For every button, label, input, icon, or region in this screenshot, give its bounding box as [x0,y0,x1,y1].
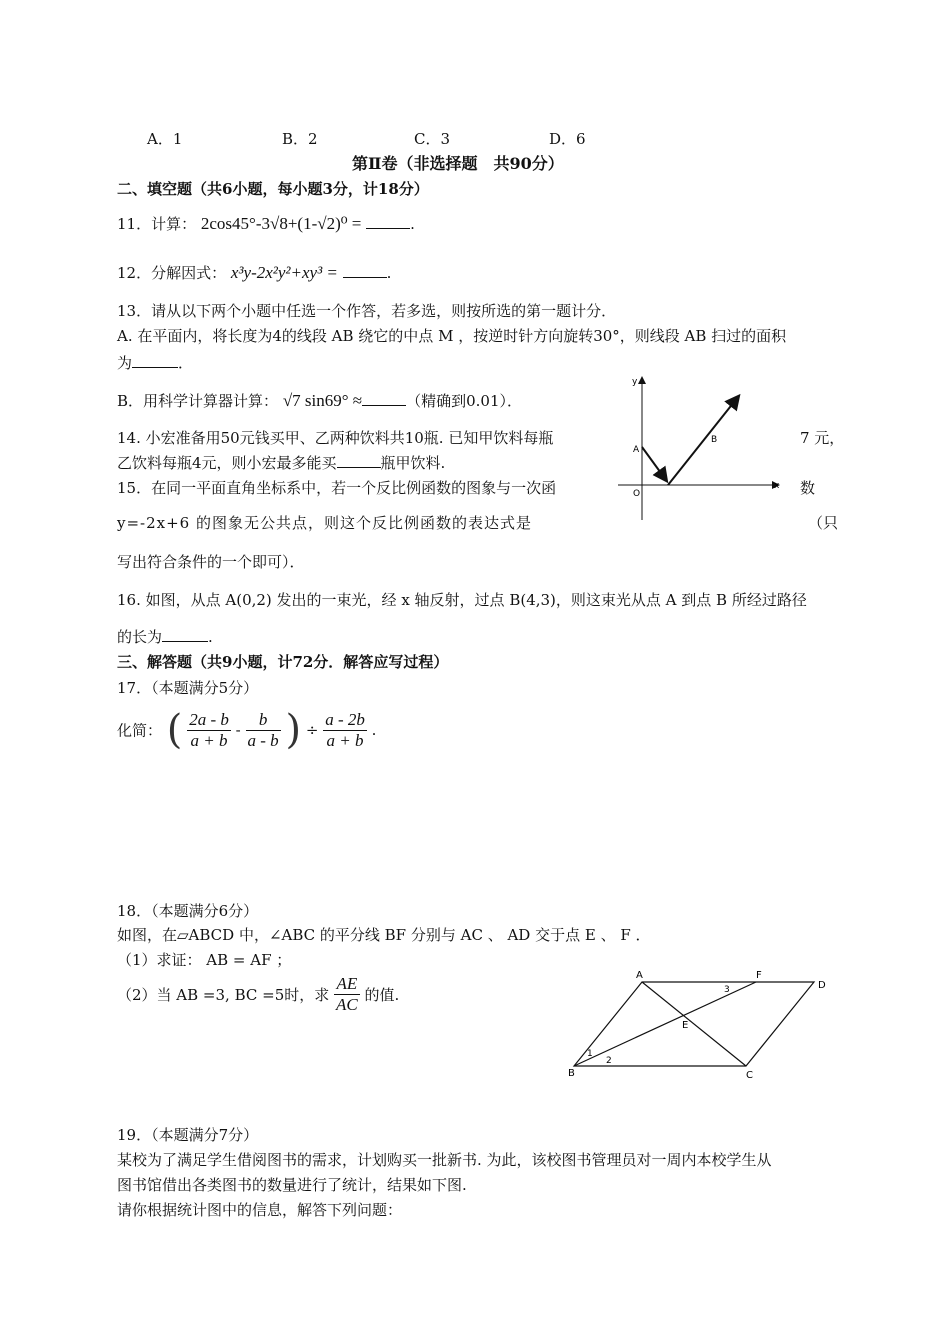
fraction-3-denominator: a + b [326,730,364,750]
fraction-numerator: AE [334,974,360,995]
question-11 [117,213,415,234]
q15-line1: 15．在同一平面直角坐标系中，若一个反比例函数的图象与一次函 [117,479,557,497]
fraction-1 [187,710,231,751]
left-paren: ( [166,707,183,753]
point-e-label: E [682,1020,689,1031]
q13-b-end: （精确到0.01）． [406,392,523,410]
vertex-d-label: D [818,980,826,991]
q12-answer-blank [343,277,387,278]
fraction-1-denominator: a + b [190,730,228,750]
q19-line3: 请你根据统计图中的信息，解答下列问题： [117,1201,403,1219]
q19-line2: 图书馆借出各类图书的数量进行了统计，结果如下图. [117,1176,467,1194]
y-axis-label: y [632,377,638,387]
fraction-1-numerator: 2a - b [189,709,229,729]
question-12 [117,262,391,283]
q13-intro: 13．请从以下两个小题中任选一个作答，若多选，则按所选的第一题计分． [117,302,617,320]
fraction-2 [246,710,281,751]
q18-part2-end: 的值. [364,986,400,1004]
q14-pre: 乙饮料每瓶4元，则小宏最多能买 [117,454,337,472]
fraction-3 [323,710,367,751]
fraction-denominator: AC [336,995,358,1014]
parallelogram-figure [560,962,840,1082]
q17-expression [117,707,376,753]
q19-title: 19．（本题满分7分） [117,1126,259,1144]
q17-prefix: 化简： [117,721,163,740]
q16-pre: 的长为 [117,628,163,646]
right-paren: ) [285,707,302,753]
q16-answer-blank [162,641,208,642]
q13-option-b [117,390,522,411]
q13-a-end: ． [178,354,194,372]
minus-sign: - [235,721,241,739]
q18-title: 18．（本题满分6分） [117,902,259,920]
q17-end: . [371,721,377,739]
section2-heading: 二、填空题（共6小题，每小题3分，计18分） [117,180,429,198]
fraction-3-numerator: a - 2b [325,709,365,729]
option-b: B．2 [282,130,318,148]
q16-line2 [117,626,213,647]
option-d: D．6 [549,130,586,148]
q11-end: . [410,215,415,233]
point-f-label: F [756,970,762,981]
fraction-2-numerator: b [246,710,281,731]
q11-answer-blank [366,228,410,229]
q18-part1: （1）求证： AB = AF ； [117,951,292,969]
reflection-graph [612,372,784,524]
q13-a-answer-blank [132,367,178,368]
q19-line1: 某校为了满足学生借阅图书的需求，计划购买一批新书. 为此，该校图书管理员对一周内本校学生从 [117,1151,772,1169]
q13-option-a: A. 在平面内，将长度为4的线段 AB 绕它的中点 M ，按逆时针方向旋转30°，则线段 AB 扫过的面积 [117,327,787,345]
option-c: C．3 [414,130,451,148]
q12-end: . [386,264,392,282]
q12-prefix: 12．分解因式： [117,264,227,282]
q18-statement: 如图，在▱ABCD 中，∠ABC 的平分线 BF 分别与 AC 、 AD 交于点 E 、 F ． [117,926,651,944]
incident-ray [642,447,666,480]
q11-expr: 2cos45°-3√8+(1-√2)⁰ = [200,214,362,233]
point-b-label: B [711,435,718,445]
q13-a-pre: 为 [117,354,133,372]
angle-2-label: 2 [606,1056,612,1066]
part2-title: 第Ⅱ卷（非选择题 共90分） [352,154,564,173]
q14-answer-blank [337,467,381,468]
vertex-a-label: A [636,970,643,981]
q14-line1-right: 7 元， [800,429,845,447]
vertex-c-label: C [746,1070,753,1081]
q12-expr: x³y-2x²y²+xy³ = [230,263,338,282]
q18-part2-pre: （2）当 AB =3, BC =5时，求 [117,986,330,1004]
point-a-label: A [633,445,640,455]
angle-3-label: 3 [724,985,730,995]
x-axis-label: x [774,481,780,491]
divide-sign: ÷ [305,721,319,739]
diagonal-ac [642,982,746,1066]
section3-heading: 三、解答题（共9小题，计72分．解答应写过程） [117,653,449,671]
q13-b-pre: B．用科学计算器计算： [117,392,279,410]
origin-label: O [633,489,641,499]
q14-line2 [117,452,445,473]
q15-line3: 写出符合条件的一个即可）． [117,553,305,571]
option-a: A．1 [147,130,183,148]
q15-line2: y=-2x+6 的图象无公共点，则这个反比例函数的表达式是 [117,514,532,532]
q11-prefix: 11．计算： [117,215,197,233]
reflected-ray [668,397,738,485]
q18-part2 [117,974,399,1015]
q16-line1: 16. 如图，从点 A(0,2) 发出的一束光，经 x 轴反射，过点 B(4,3)，则这束光从点 A 到点 B 所经过路径 [117,591,807,609]
fraction-2-denominator: a - b [247,730,279,750]
q13-option-a-line2 [117,352,193,373]
q16-end: . [208,628,213,646]
q13-b-answer-blank [362,405,406,406]
q14-line1: 14. 小宏准备用50元钱买甲、乙两种饮料共10瓶. 已知甲饮料每瓶 [117,429,554,447]
q14-end: 瓶甲饮料. [380,454,446,472]
q15-line2-right: （只 [808,514,839,532]
q13-b-expr: √7 sin69° ≈ [282,391,363,410]
q15-line1-right: 数 [800,479,816,497]
q17-title: 17．（本题满分5分） [117,679,259,697]
vertex-b-label: B [568,1068,575,1079]
ae-over-ac-fraction [334,974,360,1015]
angle-1-label: 1 [587,1049,593,1059]
